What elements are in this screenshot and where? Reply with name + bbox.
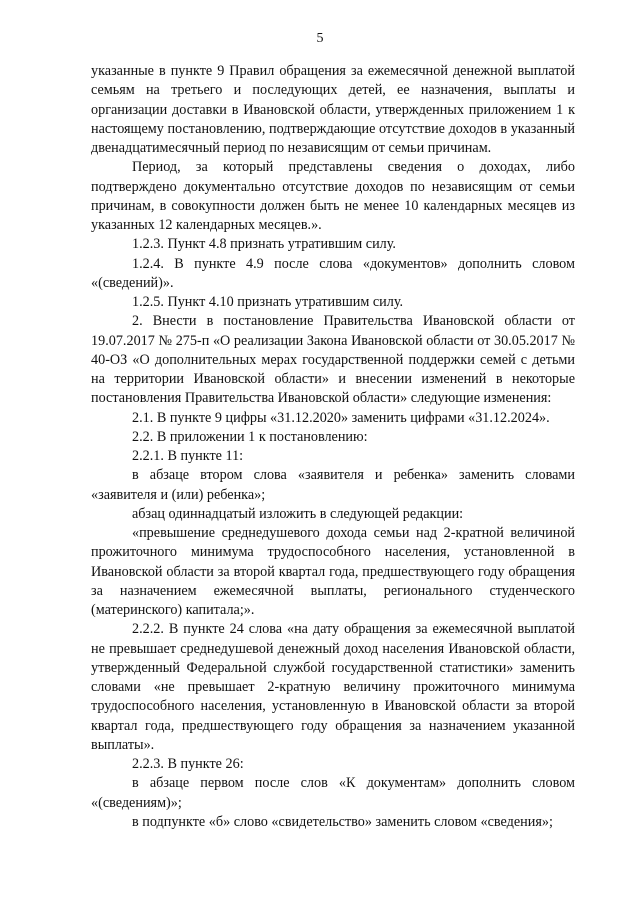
paragraph-2-1: 2.1. В пункте 9 цифры «31.12.2020» заменить цифрами «31.12.2024».: [132, 409, 550, 426]
paragraph-abzac-vtoroy: в абзаце втором слова «заявителя и ребенка» заменить словами «заявителя и (или) ребенка»;: [91, 467, 575, 503]
paragraph-1-2-5: 1.2.5. Пункт 4.10 признать утратившим силу.: [132, 294, 404, 310]
paragraph-2-2: 2.2. В приложении 1 к постановлению:: [132, 428, 368, 445]
page-number: 5: [316, 31, 324, 46]
paragraph-period-note: Период, за который представлены сведения о доходах, либо подтверждено документально отсутствие доходов по независящим от семьи причинам, в совокупности должен быть не менее 10 календарных месяцев из указанных 12 календарных месяцев.».: [91, 159, 575, 233]
paragraph-2-2-2: 2.2.2. В пункте 24 слова «на дату обращения за ежемесячной выплатой не превышает среднедушевой денежный доход населения Ивановской области, утвержденный Федеральной службой государственной статистики» заменить словами «не превышает 2-кратную величину прожиточного минимума трудоспособного населения, установленную в Ивановской области за второй квартал года, предшествующего году обращения за назначением указанной выплаты».: [91, 621, 575, 753]
paragraph-continuation: указанные в пункте 9 Правил обращения за ежемесячной денежной выплатой семьям на третьего и последующих детей, ее назначения, выплаты и организации доставки в Ивановской области, утвержденных приложением 1 к настоящему постановлению, подтверждающие отсутствие доходов в указанный двенадцатимесячный период по независящим от семьи причинам.: [91, 63, 575, 156]
paragraph-new-wording: «превышение среднедушевого дохода семьи над 2-кратной величиной прожиточного минимума трудоспособного населения, установленной в Ивановской области за второй квартал года, предшествующего году обращения за назначением ежемесячной выплаты, регионального студенческого (материнского) капитала;».: [91, 525, 575, 618]
paragraph-2: 2. Внести в постановление Правительства Ивановской области от 19.07.2017 № 275-п «О реализации Закона Ивановской области от 30.05.2017 № 40-ОЗ «О дополнительных мерах государственной поддержки семей с детьми на территории Ивановской области» и внесении изменений в некоторые постановления Правительства Ивановской области» следующие изменения:: [91, 313, 575, 407]
paragraph-1-2-3: 1.2.3. Пункт 4.8 признать утратившим силу.: [132, 236, 396, 253]
paragraph-1-2-4: 1.2.4. В пункте 4.9 после слова «документов» дополнить словом «(сведений)».: [91, 255, 575, 291]
paragraph-2-2-3: 2.2.3. В пункте 26:: [132, 756, 244, 772]
paragraph-abzac-pervyy: в абзаце первом после слов «К документам» дополнить словом «(сведениям)»;: [91, 775, 575, 811]
paragraph-podpunkt-b: в подпункте «б» слово «свидетельство» заменить словом «сведения»;: [132, 813, 553, 830]
document-body: [91, 62, 575, 832]
paragraph-abzac-odinnadcatyy: абзац одиннадцатый изложить в следующей редакции:: [132, 505, 464, 522]
paragraph-2-2-1: 2.2.1. В пункте 11:: [132, 448, 244, 464]
